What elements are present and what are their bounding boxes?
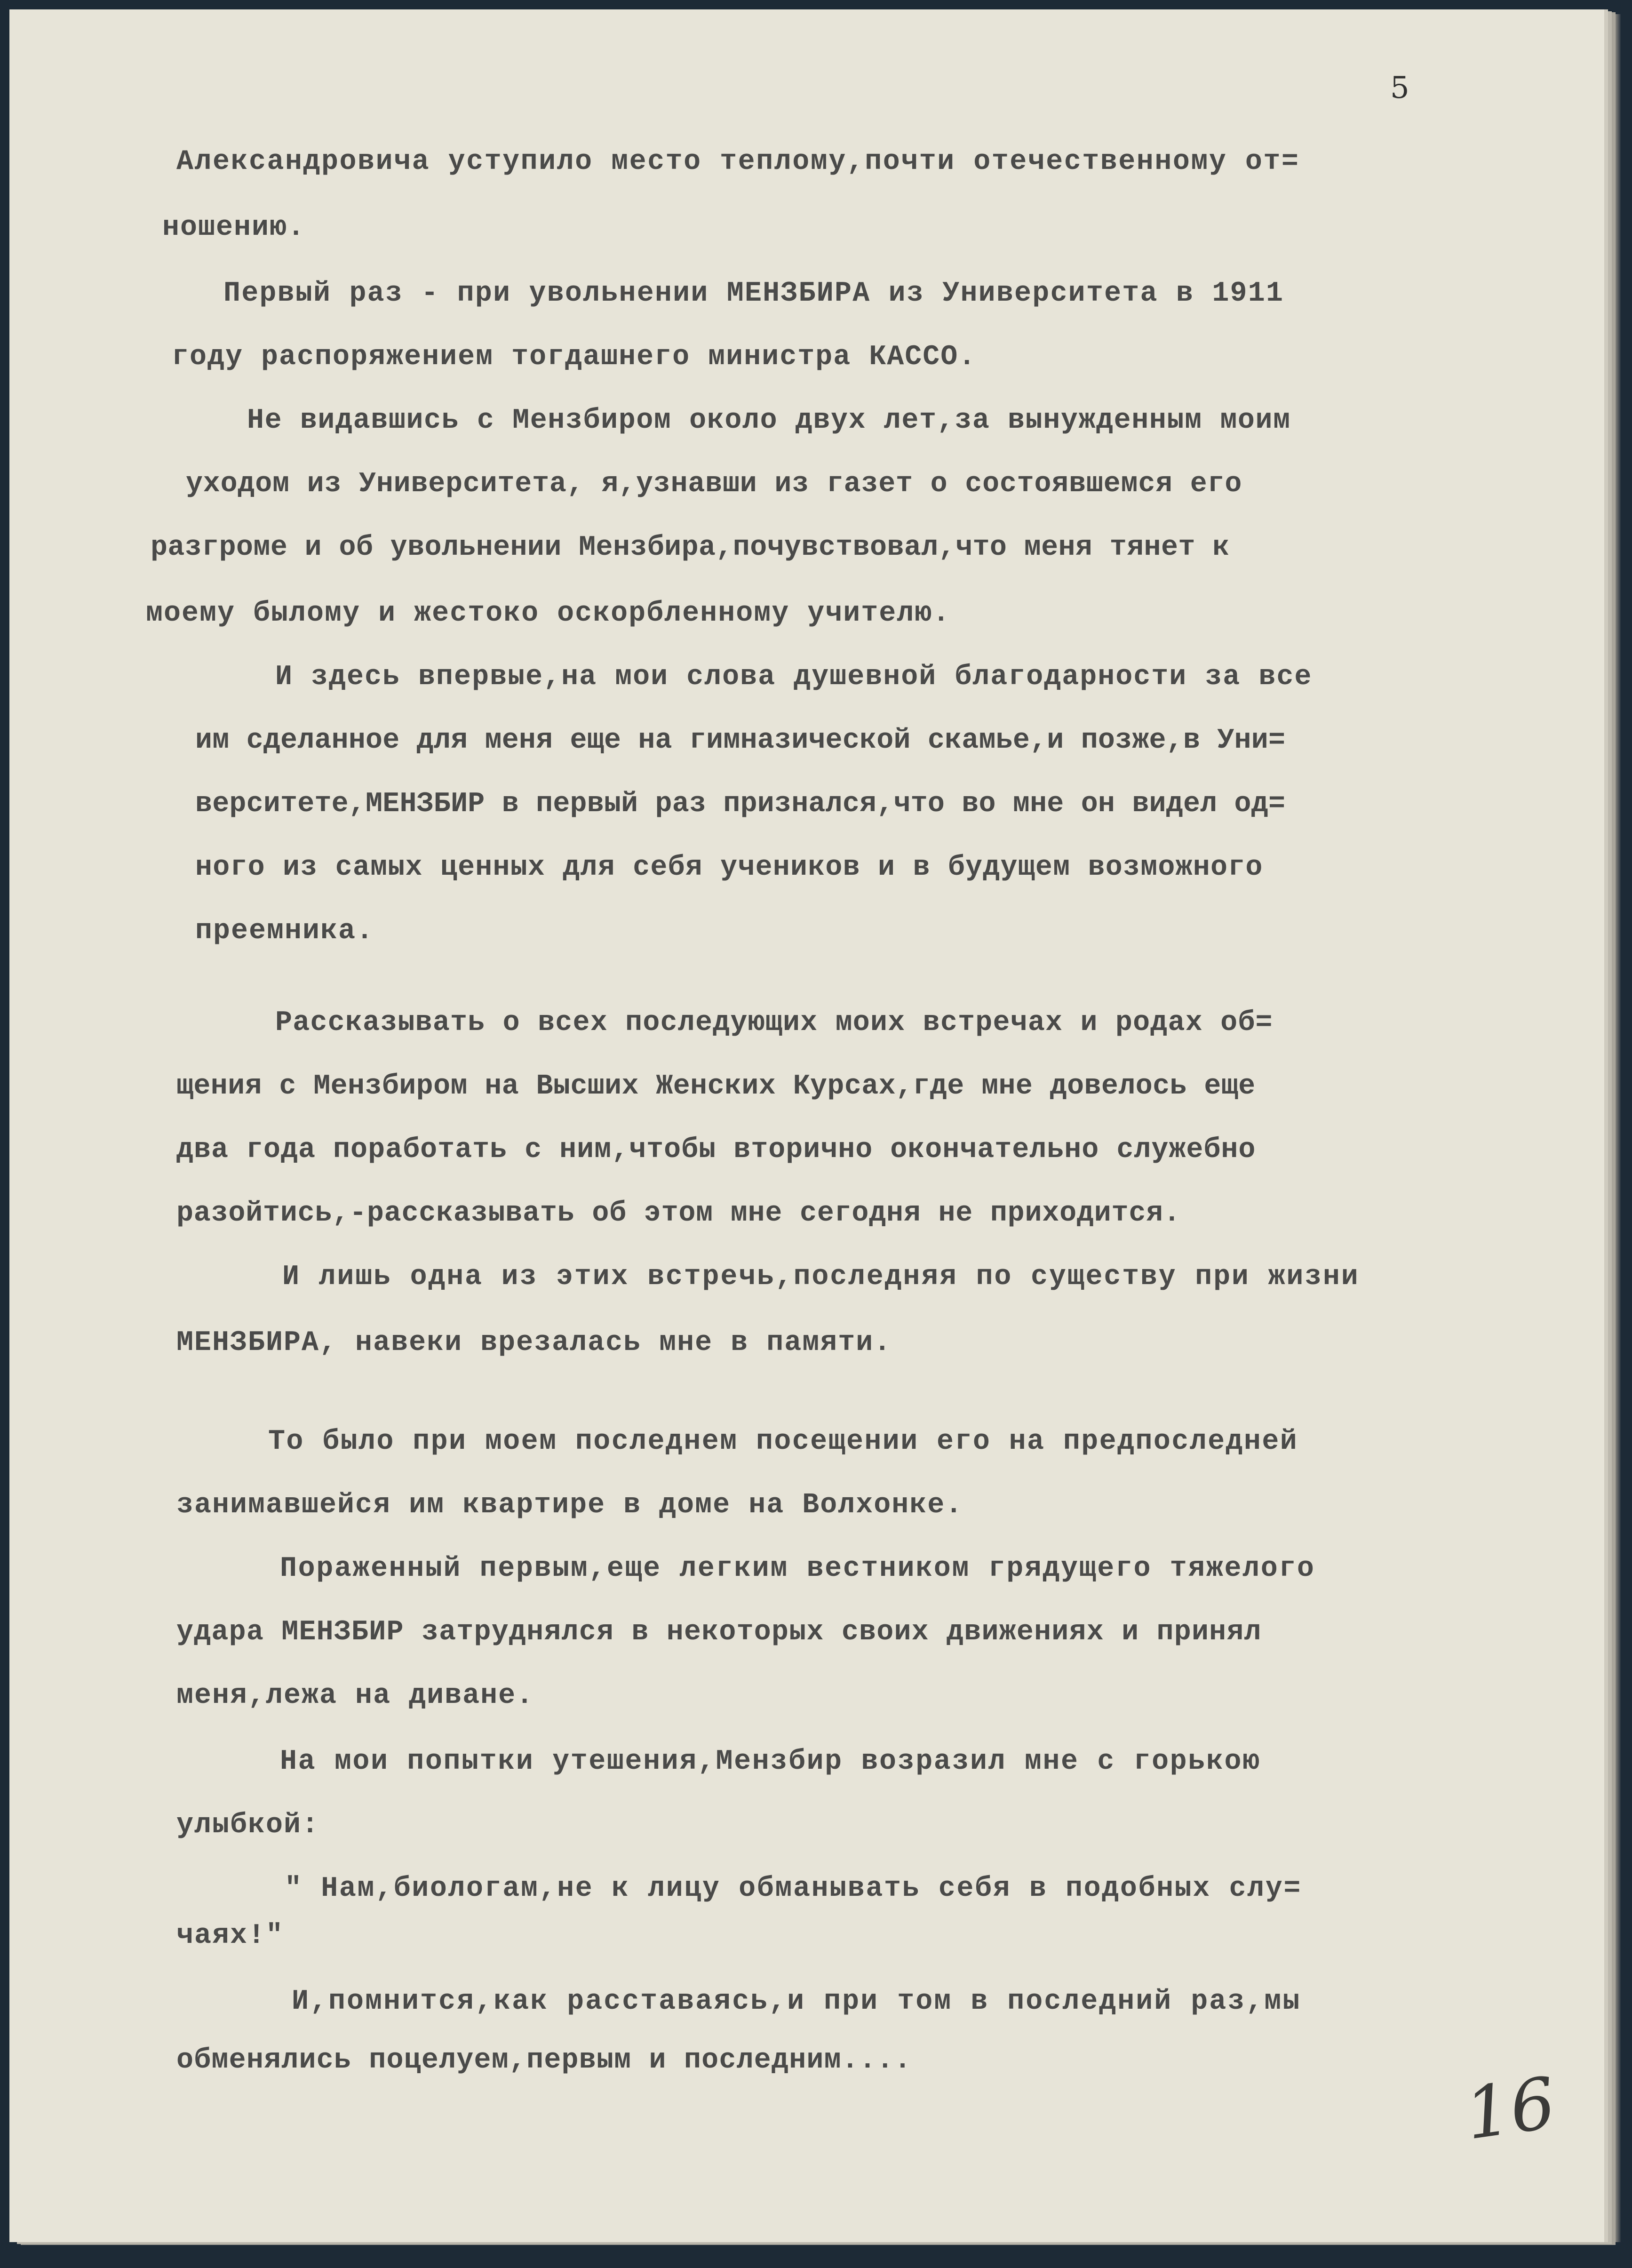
text-line: МЕНЗБИРА, навеки врезалась мне в памяти. <box>176 1327 892 1359</box>
text-line: ного из самых ценных для себя учеников и в будущем возможного <box>195 852 1263 884</box>
text-line: " Нам,биологам,не к лицу обманывать себя в подобных слу= <box>285 1873 1302 1905</box>
text-line: чаях!" <box>176 1920 284 1952</box>
page-number: 5 <box>1390 71 1409 105</box>
text-line: обменялись поцелуем,первым и последним.... <box>176 2044 912 2076</box>
text-line: уходом из Университета, я,узнавши из газет о состоявшемся его <box>186 468 1242 500</box>
text-line: И лишь одна из этих встречь,последняя по существу при жизни <box>282 1261 1360 1293</box>
text-line: ношению. <box>162 212 306 244</box>
text-line: Рассказывать о всех последующих моих встречах и родах об= <box>275 1007 1273 1039</box>
text-line: Не видавшись с Мензбиром около двух лет,за вынужденным моим <box>247 405 1291 437</box>
text-line: Пораженный первым,еще легким вестником грядущего тяжелого <box>280 1553 1315 1585</box>
text-line: На мои попытки утешения,Мензбир возразил мне с горькою <box>280 1746 1261 1778</box>
text-line: два года поработать с ним,чтобы вторично окончательно служебно <box>176 1134 1256 1166</box>
text-line: И,помнится,как расставаясь,и при том в последний раз,мы <box>292 1986 1301 2018</box>
text-line: моему былому и жестоко оскорбленному учителю. <box>146 598 951 630</box>
text-line: преемника. <box>195 915 374 947</box>
text-line: занимавшейся им квартире в доме на Волхонке. <box>176 1489 963 1521</box>
text-line: удара МЕНЗБИР затруднялся в некоторых своих движениях и принял <box>176 1616 1262 1648</box>
text-line: верситете,МЕНЗБИР в первый раз признался,что во мне он видел од= <box>195 788 1286 820</box>
document-page <box>9 9 1604 2242</box>
text-line: году распоряжением тогдашнего министра КАССО. <box>172 341 977 373</box>
text-line: улыбкой: <box>176 1809 320 1841</box>
text-line: меня,лежа на диване. <box>176 1680 534 1712</box>
text-line: разгроме и об увольнении Мензбира,почувствовал,что меня тянет к <box>151 532 1230 564</box>
text-line: Александровича уступило место теплому,почти отечественному от= <box>176 146 1300 178</box>
text-line: разойтись,-рассказывать об этом мне сегодня не приходится. <box>176 1198 1181 1230</box>
text-line: Первый раз - при увольнении МЕНЗБИРА из Университета в 1911 <box>223 278 1284 310</box>
handwritten-archive-number: 16 <box>1460 2062 1561 2156</box>
text-line: щения с Мензбиром на Высших Женских Курсах,где мне довелось еще <box>176 1070 1256 1102</box>
text-line: И здесь впервые,на мои слова душевной благодарности за все <box>275 661 1313 693</box>
text-line: им сделанное для меня еще на гимназической скамье,и позже,в Уни= <box>195 725 1286 757</box>
text-line: То было при моем последнем посещении его на предпоследней <box>268 1426 1298 1458</box>
page-stack-edge <box>1602 14 1621 2242</box>
